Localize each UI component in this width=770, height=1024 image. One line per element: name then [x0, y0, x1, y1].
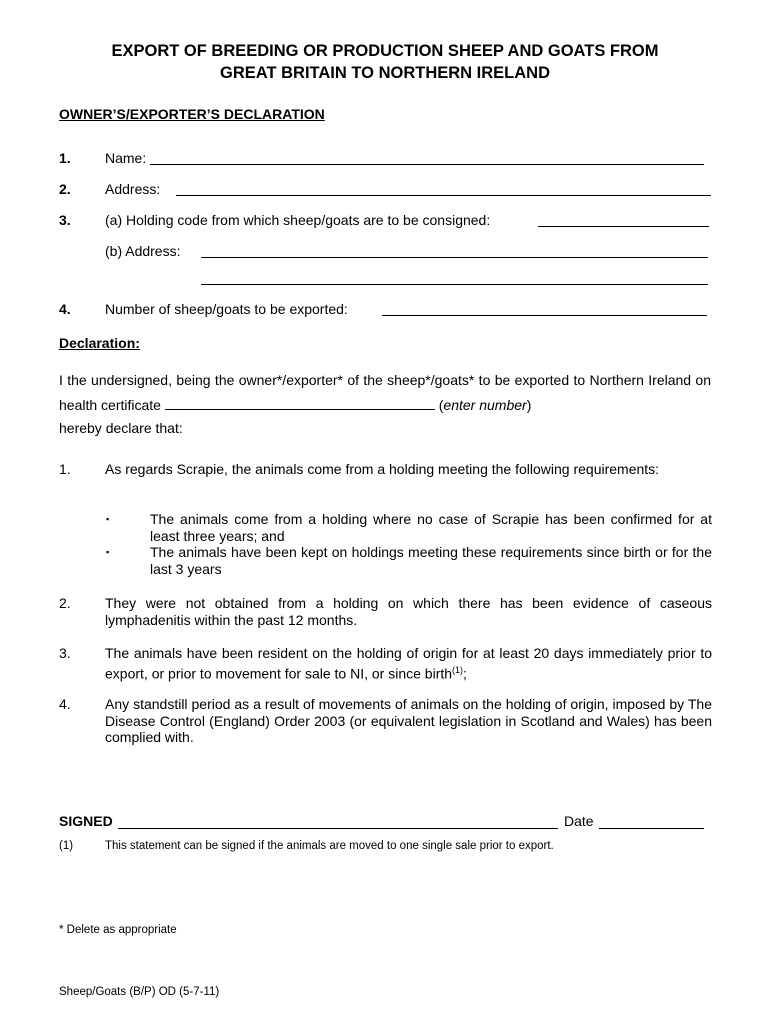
holding-address-field-1[interactable]	[201, 257, 708, 258]
item-3-text: The animals have been resident on the holding of origin for at least 20 days immediately prior to export, or prior to movement for sale to NI, or since birth$^{(1)}$;	[105, 645, 712, 682]
declaration-intro	[59, 368, 711, 418]
section-heading: OWNER’S/EXPORTER’S DECLARATION	[59, 106, 325, 122]
item-4-text: Any standstill period as a result of movements of animals on the holding of origin, imposed by The Disease Control (England) Order 2003 (or equivalent legislation in Scotland and Wales) has been complied with.	[105, 696, 712, 745]
field-4-number: 4.	[59, 301, 71, 317]
health-certificate-number-field[interactable]	[165, 397, 435, 410]
holding-address-label: (b) Address:	[105, 243, 181, 259]
name-field[interactable]	[150, 164, 704, 165]
holding-address-field-2[interactable]	[201, 284, 708, 285]
document-title-line-1: EXPORT OF BREEDING OR PRODUCTION SHEEP AND GOATS FROM	[111, 42, 659, 60]
number-of-animals-field[interactable]	[382, 315, 707, 316]
date-label: Date	[564, 813, 594, 829]
address-field[interactable]	[176, 195, 711, 196]
signed-label: SIGNED	[59, 813, 113, 829]
bullet-2-text: The animals have been kept on holdings meeting these requirements since birth or for the last 3 years	[150, 544, 712, 577]
item-3-number: 3.	[59, 645, 71, 661]
document-title-line-2: GREAT BRITAIN TO NORTHERN IRELAND	[220, 64, 550, 82]
bullet-1-text: The animals come from a holding where no case of Scrapie has been confirmed for at least three years; and	[150, 511, 712, 544]
item-1-number: 1.	[59, 461, 71, 477]
item-4-number: 4.	[59, 696, 71, 712]
declaration-intro-end: hereby declare that:	[59, 420, 183, 436]
address-label: Address:	[105, 181, 161, 197]
field-3-number: 3.	[59, 212, 71, 228]
item-1-text: As regards Scrapie, the animals come from a holding meeting the following requirements:	[105, 461, 660, 477]
name-label: Name:	[105, 150, 147, 166]
field-2-number: 2.	[59, 181, 71, 197]
item-2-text: They were not obtained from a holding on which there has been evidence of caseous lymphadenitis within the past 12 months.	[105, 595, 712, 628]
number-of-animals-label: Number of sheep/goats to be exported:	[105, 301, 348, 317]
holding-code-label: (a) Holding code from which sheep/goats are to be consigned:	[105, 212, 491, 228]
delete-note: * Delete as appropriate	[59, 924, 177, 936]
footnote-number: (1)	[59, 840, 74, 852]
bullet-1-mark: ▪	[106, 514, 110, 524]
bullet-2-mark: ▪	[106, 547, 110, 557]
field-1-number: 1.	[59, 150, 71, 166]
footnote-text: This statement can be signed if the animals are moved to one single sale prior to export.	[105, 840, 554, 852]
enter-number-hint: (enter number)	[438, 397, 532, 413]
item-2-number: 2.	[59, 595, 71, 611]
declaration-intro-text: I the undersigned, being the owner*/exporter* of the sheep*/goats* to be exported to Northern Ireland on health certificate	[59, 372, 711, 413]
holding-code-field[interactable]	[538, 226, 709, 227]
signature-field[interactable]	[118, 828, 558, 829]
form-reference: Sheep/Goats (B/P) OD (5-7-11)	[59, 986, 220, 998]
declaration-heading: Declaration:	[59, 335, 140, 351]
date-field[interactable]	[599, 828, 704, 829]
